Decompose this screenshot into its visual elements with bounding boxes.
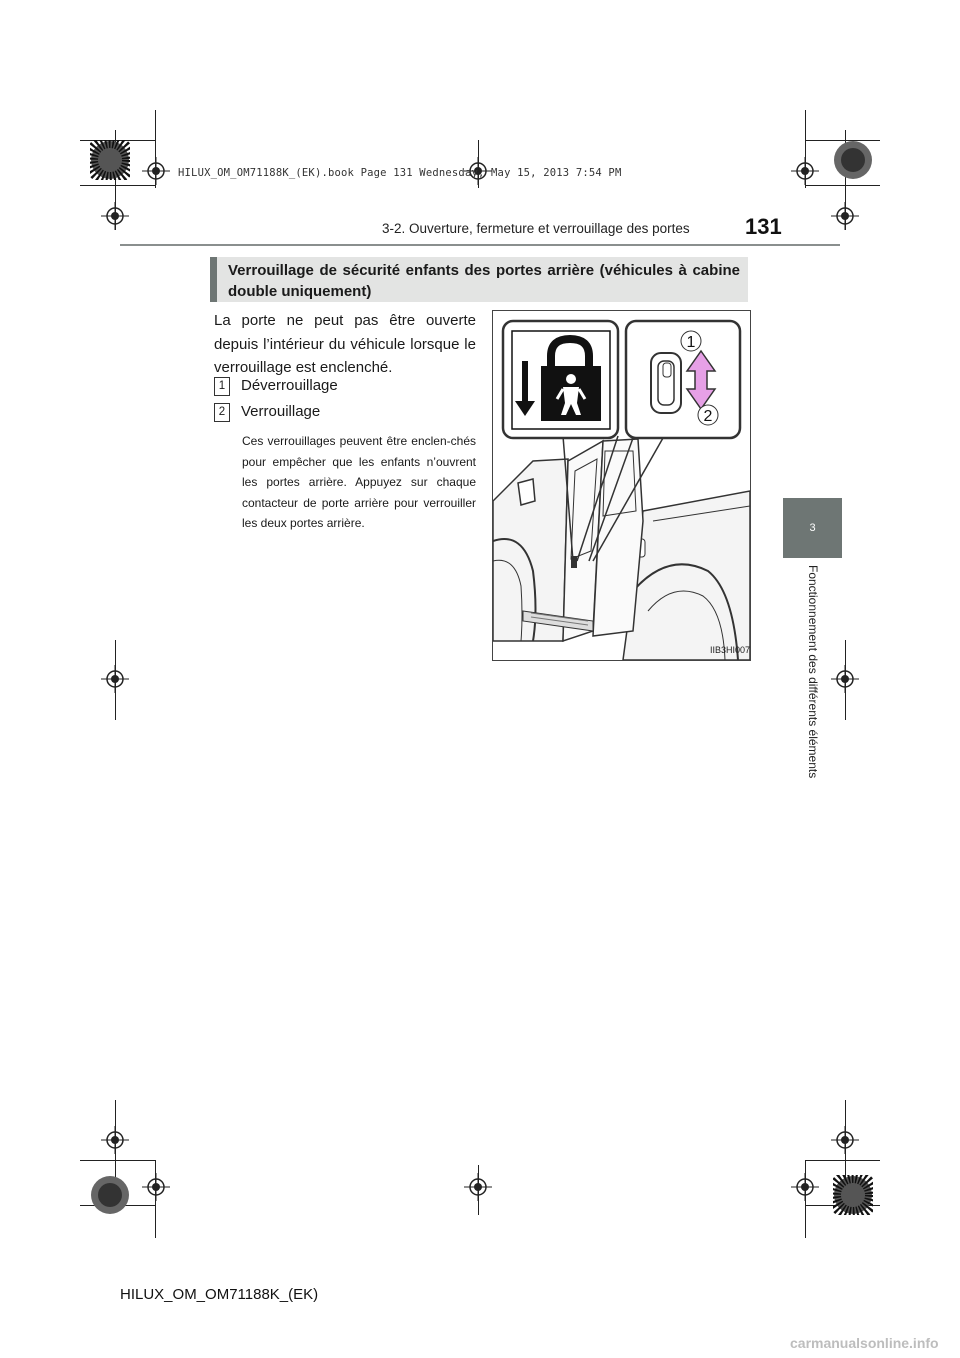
watermark: carmanualsonline.info bbox=[790, 1335, 939, 1351]
registration-target-icon bbox=[791, 1173, 819, 1201]
item-number: 2 bbox=[214, 403, 230, 422]
color-wheel-icon bbox=[833, 1175, 873, 1215]
item-number: 1 bbox=[214, 377, 230, 396]
item-label: Déverrouillage bbox=[241, 377, 338, 394]
callout-1: 1 bbox=[686, 334, 696, 351]
registration-target-icon bbox=[791, 157, 819, 185]
registration-target-icon bbox=[142, 1173, 170, 1201]
note-paragraph: Ces verrouillages peuvent être enclen-chés pour empêcher que les enfants n’ouvrent les portes arrière. Appuyez sur chaque contacteur de porte arrière pour verrouiller les deux portes arrière. bbox=[242, 434, 476, 530]
figure-code: IIB3HI007 bbox=[710, 645, 751, 655]
chapter-tab bbox=[783, 498, 842, 558]
file-stamp: HILUX_OM_OM71188K_(EK).book Page 131 Wednesday, May 15, 2013 7:54 PM bbox=[178, 167, 622, 179]
registration-target-icon bbox=[101, 665, 129, 693]
registration-target-icon bbox=[142, 157, 170, 185]
color-wheel-icon bbox=[90, 1175, 130, 1215]
footer-manual-code: HILUX_OM_OM71188K_(EK) bbox=[120, 1286, 319, 1303]
registration-target-icon bbox=[831, 202, 859, 230]
child-lock-illustration bbox=[492, 310, 751, 661]
section-heading-box bbox=[210, 257, 748, 302]
color-wheel-icon bbox=[90, 140, 130, 180]
page-number: 131 bbox=[745, 214, 782, 239]
running-header-title: 3-2. Ouverture, fermeture et verrouillage des portes bbox=[382, 221, 690, 236]
chapter-title: Fonctionnement des différents éléments bbox=[806, 565, 820, 779]
callout-2: 2 bbox=[703, 408, 713, 425]
registration-target-icon bbox=[831, 665, 859, 693]
registration-target-icon bbox=[831, 1126, 859, 1154]
registration-target-icon bbox=[101, 202, 129, 230]
registration-target-icon bbox=[101, 1126, 129, 1154]
item-label: Verrouillage bbox=[241, 403, 321, 420]
door-illustration bbox=[493, 311, 750, 660]
section-heading-bar bbox=[210, 257, 217, 302]
registration-target-icon bbox=[464, 1173, 492, 1201]
chapter-number: 3 bbox=[809, 522, 816, 534]
section-heading: Verrouillage de sécurité enfants des portes arrière (véhicules à cabine double uniquement) bbox=[228, 262, 740, 300]
intro-paragraph: La porte ne peut pas être ouverte depuis l’intérieur du véhicule lorsque le verrouillage est enclenché. bbox=[214, 312, 476, 376]
header-divider bbox=[120, 244, 840, 246]
color-wheel-icon bbox=[833, 140, 873, 180]
